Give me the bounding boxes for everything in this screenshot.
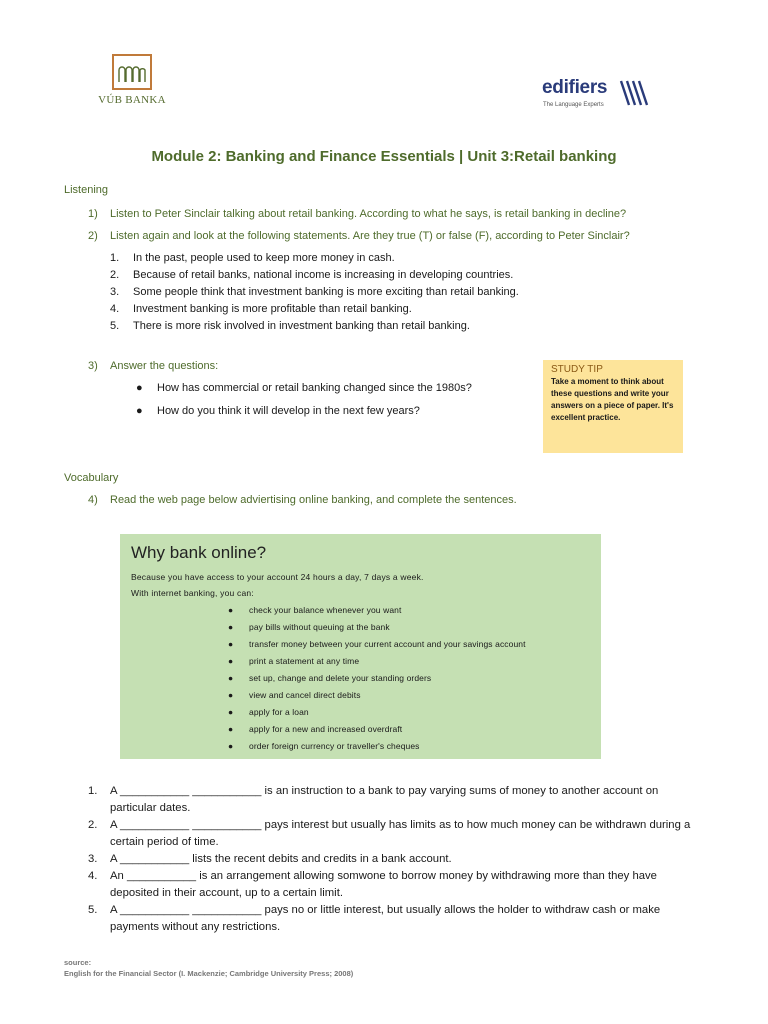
webpage-subintro: With internet banking, you can: <box>131 588 254 598</box>
sentence-number: 3. <box>88 853 98 865</box>
webpage-feature-item <box>228 673 431 683</box>
completion-sentence-2 <box>88 817 700 851</box>
statement-number: 4. <box>110 303 120 315</box>
bullet-icon: ● <box>228 605 234 615</box>
edifiers-logo <box>542 77 652 111</box>
question-number: 4) <box>88 494 98 506</box>
bullet-icon: ● <box>228 622 234 632</box>
webpage-feature-item <box>228 605 401 615</box>
discussion-question-text: How do you think it will develop in the next few years? <box>157 405 420 417</box>
question-text: Read the web page below adviertising online banking, and complete the sentences. <box>110 494 517 506</box>
feature-text: apply for a loan <box>249 707 309 717</box>
completion-sentence-3 <box>88 851 700 868</box>
completion-sentence-5 <box>88 902 700 936</box>
bullet-icon: ● <box>228 741 234 751</box>
sentence-number: 1. <box>88 785 98 797</box>
feature-text: pay bills without queuing at the bank <box>249 622 390 632</box>
sentence-text: An ___________ is an arrangement allowing somwone to borrow money by withdrawing more than they have deposited in their account, up to a certain limit. <box>110 870 657 899</box>
study-tip-box <box>543 360 683 453</box>
vub-arches-icon <box>112 54 152 90</box>
statement-text: Some people think that investment banking is more exciting than retail banking. <box>133 286 519 298</box>
statement-1 <box>110 252 395 264</box>
question-2 <box>88 230 630 242</box>
statement-3 <box>110 286 519 298</box>
discussion-question <box>136 382 472 394</box>
statement-2 <box>110 269 513 281</box>
question-3 <box>88 360 218 372</box>
study-tip-title: STUDY TIP <box>551 364 603 375</box>
bullet-icon: ● <box>228 673 234 683</box>
webpage-feature-item <box>228 707 309 717</box>
statement-number: 3. <box>110 286 120 298</box>
webpage-feature-item <box>228 741 420 751</box>
online-banking-webpage <box>120 534 601 759</box>
vub-banka-logo <box>97 54 167 106</box>
listening-heading: Listening <box>64 184 109 196</box>
study-tip-body: Take a moment to think about these questions and write your answers on a piece of paper. It's excellent practice. <box>551 377 674 422</box>
completion-sentence-1 <box>88 783 700 817</box>
completion-sentence-4 <box>88 868 700 902</box>
question-4 <box>88 494 517 506</box>
bullet-icon: ● <box>228 707 234 717</box>
vub-banka-wordmark: VÚB BANKA <box>98 94 166 106</box>
webpage-feature-item <box>228 656 359 666</box>
statement-text: Because of retail banks, national income is increasing in developing countries. <box>133 269 514 281</box>
sentence-text: A ___________ ___________ pays interest but usually has limits as to how much money can be withdrawn during a certain period of time. <box>110 819 691 848</box>
feature-text: view and cancel direct debits <box>249 690 361 700</box>
statement-number: 1. <box>110 252 120 264</box>
feature-text: order foreign currency or traveller's cheques <box>249 741 420 751</box>
sentence-number: 2. <box>88 819 98 831</box>
bullet-icon: ● <box>228 656 234 666</box>
statement-5 <box>110 320 470 332</box>
webpage-intro: Because you have access to your account 24 hours a day, 7 days a week. <box>131 572 424 582</box>
edifiers-wordmark: edifiers <box>542 77 608 98</box>
statement-text: Investment banking is more profitable than retail banking. <box>133 303 412 315</box>
discussion-question-text: How has commercial or retail banking changed since the 1980s? <box>157 382 472 394</box>
feature-text: check your balance whenever you want <box>249 605 402 615</box>
edifiers-tagline: The Language Experts <box>543 102 604 108</box>
feature-text: print a statement at any time <box>249 656 360 666</box>
question-number: 2) <box>88 230 98 242</box>
feature-text: set up, change and delete your standing orders <box>249 673 432 683</box>
edifiers-stripes-icon <box>619 79 649 107</box>
sentence-number: 5. <box>88 904 98 916</box>
sentence-text: A ___________ lists the recent debits and credits in a bank account. <box>110 853 452 865</box>
bullet-icon: ● <box>228 724 234 734</box>
bullet-icon: ● <box>136 382 143 394</box>
webpage-feature-item <box>228 724 402 734</box>
bullet-icon: ● <box>228 639 234 649</box>
module-title: Module 2: Banking and Finance Essentials | Unit 3:Retail banking <box>151 148 617 165</box>
source-label: source: <box>64 958 92 967</box>
webpage-feature-item <box>228 690 361 700</box>
bullet-icon: ● <box>228 690 234 700</box>
statement-number: 2. <box>110 269 120 281</box>
question-text: Listen again and look at the following statements. Are they true (T) or false (F), according to Peter Sinclair? <box>110 230 630 242</box>
statement-number: 5. <box>110 320 120 332</box>
webpage-feature-item <box>228 639 526 649</box>
sentence-number: 4. <box>88 870 98 882</box>
sentence-text: A ___________ ___________ pays no or little interest, but usually allows the holder to withdraw cash or make payments without any restrictions. <box>110 904 661 933</box>
sentence-text: A ___________ ___________ is an instruction to a bank to pay varying sums of money to another account on particular dates. <box>110 785 659 814</box>
feature-text: transfer money between your current account and your savings account <box>249 639 526 649</box>
feature-text: apply for a new and increased overdraft <box>249 724 403 734</box>
question-number: 1) <box>88 208 98 220</box>
webpage-feature-item <box>228 622 390 632</box>
statement-text: In the past, people used to keep more money in cash. <box>133 252 395 264</box>
question-1 <box>88 208 626 220</box>
webpage-title: Why bank online? <box>131 543 267 562</box>
statement-text: There is more risk involved in investment banking than retail banking. <box>133 320 470 332</box>
statement-4 <box>110 303 412 315</box>
source-citation: English for the Financial Sector (I. Mackenzie; Cambridge University Press; 2008) <box>64 969 354 978</box>
discussion-question <box>136 405 420 417</box>
bullet-icon: ● <box>136 405 143 417</box>
question-text: Listen to Peter Sinclair talking about retail banking. According to what he says, is retail banking in decline? <box>110 208 627 220</box>
vocabulary-heading: Vocabulary <box>64 472 119 484</box>
question-number: 3) <box>88 360 98 372</box>
question-text: Answer the questions: <box>110 360 219 372</box>
